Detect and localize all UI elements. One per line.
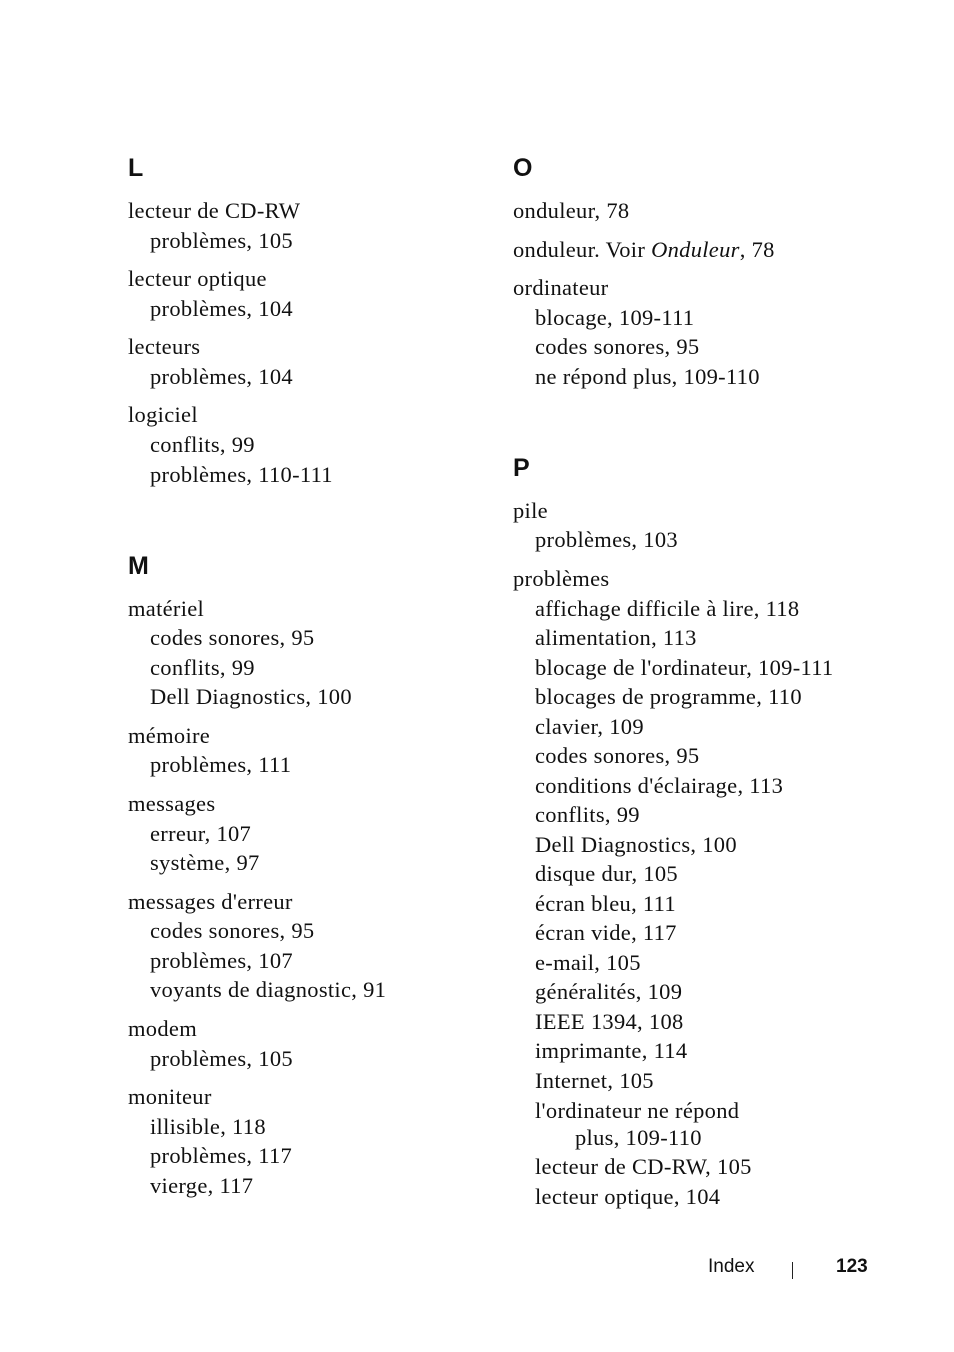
index-subentry: alimentation, 113 xyxy=(535,625,697,650)
index-subentry: affichage difficile à lire, 118 xyxy=(535,596,800,621)
page-number: 123 xyxy=(836,1256,868,1277)
index-entry: mémoire xyxy=(128,723,211,748)
index-subentry: problèmes, 105 xyxy=(150,228,293,253)
index-subentry: imprimante, 114 xyxy=(535,1038,688,1063)
index-subentry: lecteur de CD-RW, 105 xyxy=(535,1154,752,1179)
index-subentry: problèmes, 107 xyxy=(150,948,293,973)
index-subentry: l'ordinateur ne répond xyxy=(535,1098,740,1123)
index-entry: logiciel xyxy=(128,402,198,427)
index-entry: lecteur optique xyxy=(128,266,267,291)
index-subentry: problèmes, 104 xyxy=(150,296,293,321)
index-subentry: écran bleu, 111 xyxy=(535,891,676,916)
index-subentry: e-mail, 105 xyxy=(535,950,641,975)
index-subentry: codes sonores, 95 xyxy=(150,918,315,943)
index-subentry: problèmes, 110-111 xyxy=(150,462,333,487)
index-subentry: conflits, 99 xyxy=(150,432,255,457)
index-entry: problèmes xyxy=(513,566,610,591)
section-letter-p: P xyxy=(513,454,530,482)
index-subentry: codes sonores, 95 xyxy=(535,743,700,768)
index-entry: lecteur de CD-RW xyxy=(128,198,301,223)
index-subentry: problèmes, 117 xyxy=(150,1143,293,1168)
section-letter-o: O xyxy=(513,154,533,182)
index-entry: pile xyxy=(513,498,548,523)
index-subentry: problèmes, 111 xyxy=(150,752,292,777)
index-entry: lecteurs xyxy=(128,334,201,359)
index-subentry-continuation: plus, 109-110 xyxy=(575,1125,702,1150)
index-subentry: Dell Diagnostics, 100 xyxy=(535,832,737,857)
index-subentry: lecteur optique, 104 xyxy=(535,1184,721,1209)
index-subentry: blocages de programme, 110 xyxy=(535,684,802,709)
index-entry: ordinateur xyxy=(513,275,609,300)
index-subentry: Internet, 105 xyxy=(535,1068,654,1093)
index-entry: messages d'erreur xyxy=(128,889,293,914)
index-entry-see-also xyxy=(513,235,775,265)
index-subentry: Dell Diagnostics, 100 xyxy=(150,684,352,709)
see-text: onduleur. Voir xyxy=(513,237,652,262)
index-entry: modem xyxy=(128,1016,197,1041)
index-subentry: clavier, 109 xyxy=(535,714,644,739)
index-subentry: IEEE 1394, 108 xyxy=(535,1009,684,1034)
index-entry: onduleur, 78 xyxy=(513,198,630,223)
index-subentry: erreur, 107 xyxy=(150,821,252,846)
index-subentry: ne répond plus, 109-110 xyxy=(535,364,760,389)
index-subentry: blocage, 109-111 xyxy=(535,305,695,330)
index-entry: moniteur xyxy=(128,1084,212,1109)
index-subentry: conflits, 99 xyxy=(535,802,640,827)
footer-divider xyxy=(792,1262,793,1279)
index-subentry: blocage de l'ordinateur, 109-111 xyxy=(535,655,834,680)
index-subentry: vierge, 117 xyxy=(150,1173,254,1198)
index-subentry: voyants de diagnostic, 91 xyxy=(150,977,387,1002)
see-page: , 78 xyxy=(739,237,775,262)
index-subentry: disque dur, 105 xyxy=(535,861,678,886)
index-subentry: conditions d'éclairage, 113 xyxy=(535,773,784,798)
index-subentry: conflits, 99 xyxy=(150,655,255,680)
footer-section-label: Index xyxy=(708,1256,755,1277)
section-letter-m: M xyxy=(128,552,149,580)
index-subentry: généralités, 109 xyxy=(535,979,683,1004)
index-subentry: système, 97 xyxy=(150,850,260,875)
index-subentry: problèmes, 104 xyxy=(150,364,293,389)
index-subentry: codes sonores, 95 xyxy=(150,625,315,650)
index-subentry: codes sonores, 95 xyxy=(535,334,700,359)
index-subentry: écran vide, 117 xyxy=(535,920,677,945)
index-subentry: problèmes, 103 xyxy=(535,527,678,552)
see-target: Onduleur xyxy=(651,237,740,262)
index-entry: messages xyxy=(128,791,216,816)
section-letter-l: L xyxy=(128,154,144,182)
index-entry: matériel xyxy=(128,596,205,621)
index-subentry: problèmes, 105 xyxy=(150,1046,293,1071)
index-subentry: illisible, 118 xyxy=(150,1114,266,1139)
